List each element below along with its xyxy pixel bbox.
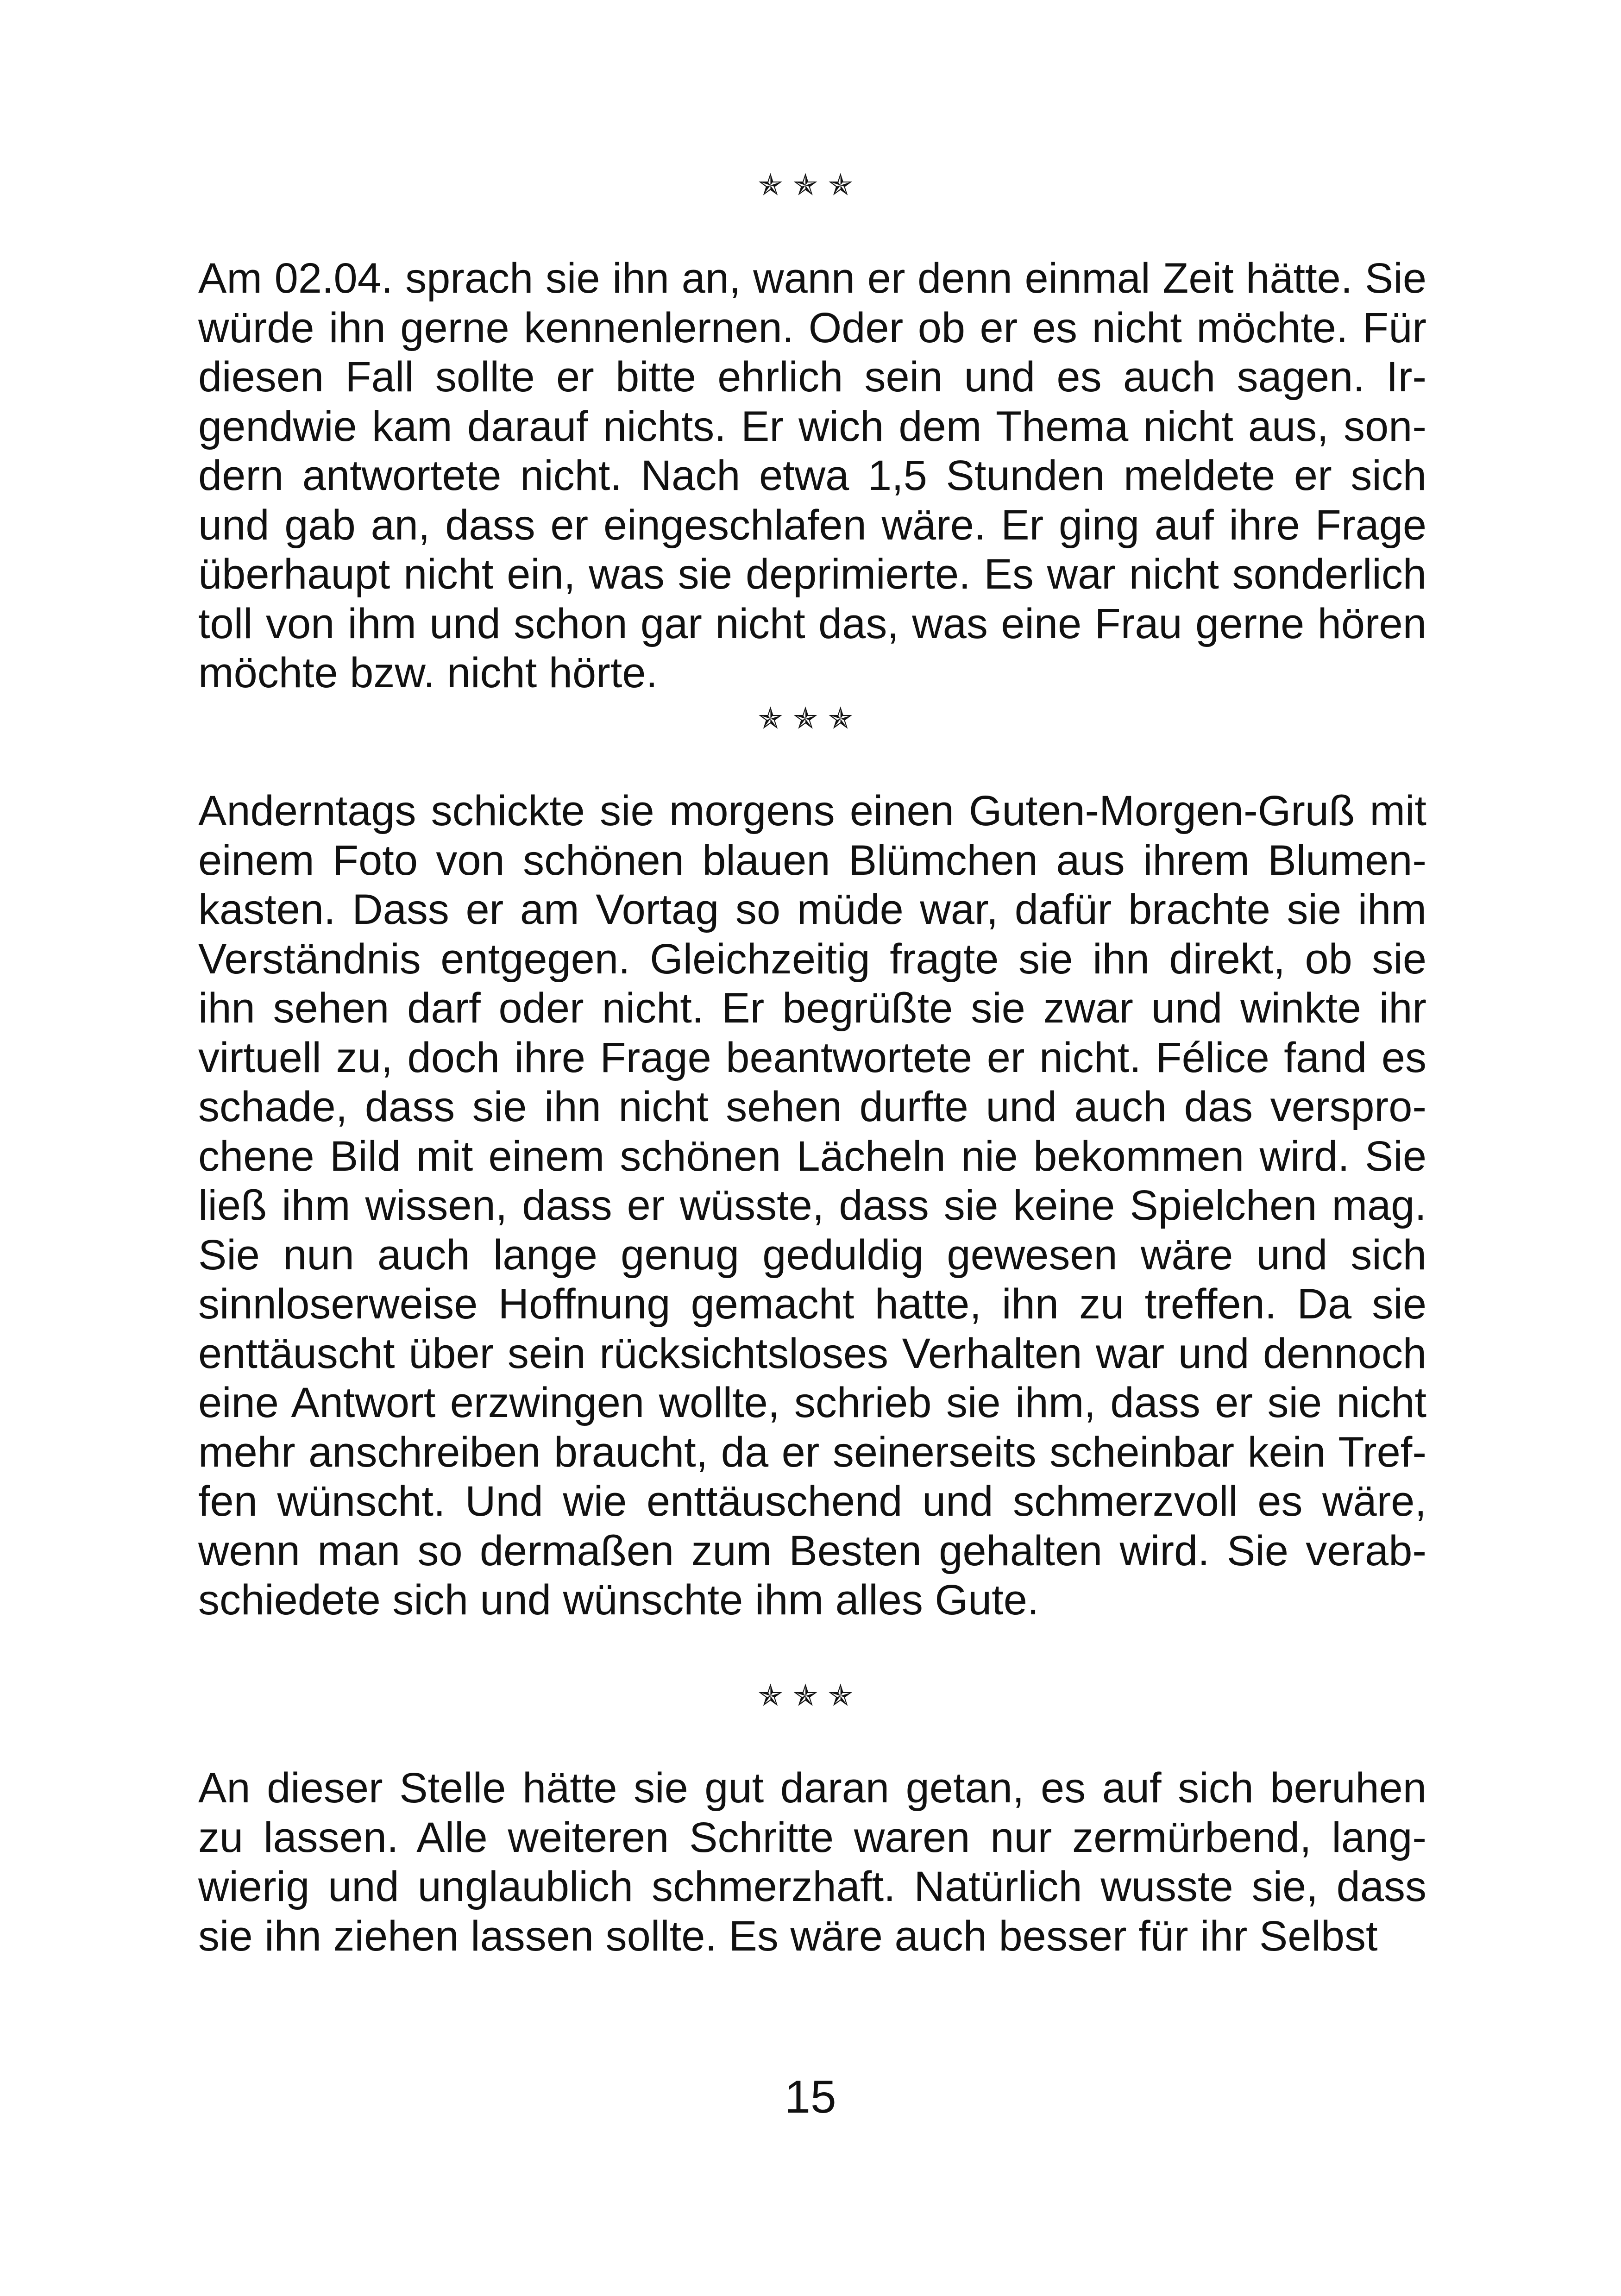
section-divider-stars: ✯✯✯ [758, 168, 863, 202]
paragraph-2: Anderntags schickte sie morgens einen Guten-Morgen-Gruß mit einem Foto von schönen blauen Blümchen aus ihrem Blumenkasten. Dass er am Vortag so müde war, dafür brachte sie ihm Verständnis entgegen. Gleichzeitig fragte sie ihn direkt, ob sie ihn sehen darf oder nicht. Er begrüßte sie zwar und winkte ihr virtuell zu, doch ihre Frage beantwortete er nicht. Félice fand es schade, dass sie ihn nicht sehen durfte und auch das versprochene Bild mit einem schönen Lächeln nie bekommen wird. Sie ließ ihm wissen, dass er wüsste, dass sie keine Spielchen mag. Sie nun auch lange genug geduldig gewesen wäre und sich sinnloserweise Hoffnung gemacht hatte, ihn zu treffen. Da sie enttäuscht über sein rücksichtsloses Verhalten war und dennoch eine Antwort erzwingen wollte, schrieb sie ihm, dass er sie nicht mehr anschreiben braucht, da er seinerseits scheinbar kein Treffen wünscht. Und wie enttäuschend und schmerzvoll es wäre, wenn man so dermaßen zum Besten gehalten wird. Sie verabschiedete sich und wünschte ihm alles Gute. [198, 787, 1426, 1624]
page-number: 15 [785, 2071, 836, 2123]
section-divider-stars: ✯✯✯ [758, 1679, 863, 1713]
paragraph-1: Am 02.04. sprach sie ihn an, wann er denn einmal Zeit hätte. Sie würde ihn gerne kennenlernen. Oder ob er es nicht möchte. Für diesen Fall sollte er bitte ehrlich sein und es auch sagen. Irgendwie kam darauf nichts. Er wich dem Thema nicht aus, sondern antwortete nicht. Nach etwa 1,5 Stunden meldete er sich und gab an, dass er eingeschlafen wäre. Er ging auf ihre Frage überhaupt nicht ein, was sie deprimierte. Es war nicht sonderlich toll von ihm und schon gar nicht das, was eine Frau gerne hören möchte bzw. nicht hörte. [198, 255, 1426, 696]
section-divider-stars: ✯✯✯ [758, 702, 863, 736]
paragraph-3: An dieser Stelle hätte sie gut daran getan, es auf sich beruhen zu lassen. Alle weiteren Schritte waren nur zermürbend, langwierig und unglaublich schmerzhaft. Natürlich wusste sie, dass sie ihn ziehen lassen sollte. Es wäre auch besser für ihr Selbst [198, 1764, 1426, 1960]
